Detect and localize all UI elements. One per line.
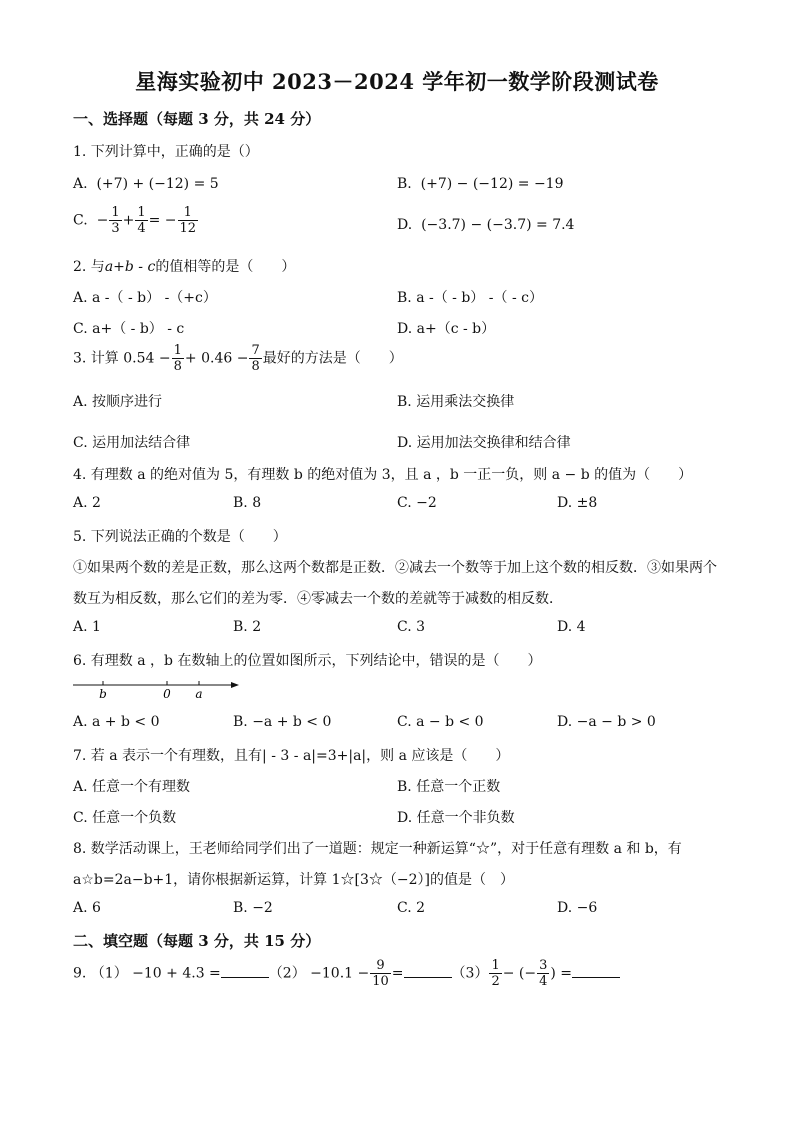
q7-option-a[interactable]: A. 任意一个有理数: [73, 779, 191, 795]
q5-statements-line2: 数互为相反数，那么它们的差为零．④零减去一个数的差就等于减数的相反数．: [73, 591, 563, 607]
q8-option-b[interactable]: B. −2: [233, 900, 273, 916]
q1-stem: 1. 下列计算中，正确的是（）: [73, 144, 259, 160]
q3-stem: 3. 计算 0.54 − $\frac{1}{8}$ + 0.46 − $\frac{7}{8}$ 最好的方法是（ ）: [73, 343, 403, 374]
q5-option-a[interactable]: A. 1: [73, 619, 101, 635]
q8-stem-line1: 8. 数学活动课上，王老师给同学们出了一道题：规定一种新运算“☆”，对于任意有理数 a 和 b，有: [73, 841, 682, 857]
fraction: $\frac{3}{4}$: [539, 958, 548, 989]
q8-option-c[interactable]: C. 2: [397, 900, 426, 916]
q2-stem: 2. 与a+b - c的值相等的是（ ）: [73, 259, 296, 275]
q8-stem-line2: a☆b=2a−b+1，请你根据新运算，计算 1☆[3☆（−2）]的值是（ ）: [73, 872, 514, 888]
q5-stem: 5. 下列说法正确的个数是（ ）: [73, 529, 287, 545]
q6-option-b[interactable]: B. −a + b < 0: [233, 714, 332, 730]
q6-option-a[interactable]: A. a + b < 0: [73, 714, 160, 730]
q3-option-c[interactable]: C. 运用加法结合律: [73, 435, 191, 451]
fraction: $\frac{1}{2}$: [491, 958, 500, 989]
q6-option-c[interactable]: C. a − b < 0: [397, 714, 484, 730]
q4-stem: 4. 有理数 a 的绝对值为 5，有理数 b 的绝对值为 3，且 a ，b 一正一负，则 a − b 的值为（ ）: [73, 467, 693, 483]
q8-option-d[interactable]: D. −6: [557, 900, 598, 916]
fraction: $\frac{1}{3}$: [111, 205, 120, 236]
q3-option-b[interactable]: B. 运用乘法交换律: [397, 394, 515, 410]
q4-option-a[interactable]: A. 2: [73, 495, 101, 511]
q1-option-c[interactable]: C. − $\frac{1}{3}$ + $\frac{1}{4}$ = − $\frac{1}{12}$: [73, 205, 197, 236]
q1-b-expr: (+7) − (−12) = −19: [420, 176, 564, 192]
fraction: $\frac{1}{4}$: [137, 205, 146, 236]
answer-blank-3[interactable]: [572, 963, 620, 978]
fraction: $\frac{1}{12}$: [179, 205, 197, 236]
q5-statements-line1: ①如果两个数的差是正数，那么这两个数都是正数．②减去一个数等于加上这个数的相反数．③如果两个: [73, 560, 717, 576]
answer-blank-2[interactable]: [404, 963, 452, 978]
label-zero: 0: [163, 687, 171, 701]
section-1-heading: 一、选择题（每题 3 分，共 24 分）: [73, 110, 321, 128]
q7-option-d[interactable]: D. 任意一个非负数: [397, 810, 515, 826]
q1-option-d[interactable]: D. (−3.7) − (−3.7) = 7.4: [397, 217, 575, 233]
q6-stem: 6. 有理数 a ，b 在数轴上的位置如图所示，下列结论中，错误的是（ ）: [73, 653, 542, 669]
q7-stem: 7. 若 a 表示一个有理数，且有| - 3 - a|=3+|a|，则 a 应该是（ ）: [73, 748, 510, 764]
q4-option-c[interactable]: C. −2: [397, 495, 437, 511]
q6-option-d[interactable]: D. −a − b > 0: [557, 714, 656, 730]
q2-option-b[interactable]: B. a -（ - b） -（ - c）: [397, 290, 543, 306]
q1-option-b[interactable]: B. (+7) − (−12) = −19: [397, 176, 564, 192]
fraction: $\frac{7}{8}$: [251, 343, 260, 374]
label-b: b: [99, 687, 107, 701]
q7-option-c[interactable]: C. 任意一个负数: [73, 810, 177, 826]
q4-option-d[interactable]: D. ±8: [557, 495, 598, 511]
q4-option-b[interactable]: B. 8: [233, 495, 262, 511]
section-2-heading: 二、填空题（每题 3 分，共 15 分）: [73, 932, 321, 950]
q1-a-expr: (+7) + (−12) = 5: [96, 176, 219, 192]
q2-option-a[interactable]: A. a -（ - b） -（+c）: [73, 290, 217, 306]
page-title: 星海实验初中 2023－2024 学年初一数学阶段测试卷: [135, 69, 659, 94]
q1-option-a[interactable]: A. (+7) + (−12) = 5: [73, 176, 219, 192]
q2-option-c[interactable]: C. a+（ - b） - c: [73, 321, 185, 337]
number-line-arrow: [231, 682, 239, 688]
q7-option-b[interactable]: B. 任意一个正数: [397, 779, 501, 795]
answer-blank-1[interactable]: [221, 963, 269, 978]
q5-option-b[interactable]: B. 2: [233, 619, 262, 635]
q5-option-c[interactable]: C. 3: [397, 619, 426, 635]
q9-fill-blanks: 9. （1） −10 + 4.3 = （2） −10.1 − $\frac{9}{10}$ = （3） $\frac{1}{2}$ − (− $\frac{3}{4}$ ) =: [73, 958, 620, 989]
fraction: $\frac{1}{8}$: [173, 343, 182, 374]
q3-option-d[interactable]: D. 运用加法交换律和结合律: [397, 435, 571, 451]
number-line-figure: [73, 677, 243, 703]
label-a: a: [195, 687, 203, 701]
q8-option-a[interactable]: A. 6: [73, 900, 101, 916]
q2-option-d[interactable]: D. a+（c - b）: [397, 321, 496, 337]
fraction: $\frac{9}{10}$: [372, 958, 389, 989]
q5-option-d[interactable]: D. 4: [557, 619, 586, 635]
q1-d-expr: (−3.7) − (−3.7) = 7.4: [421, 217, 575, 233]
q3-option-a[interactable]: A. 按顺序进行: [73, 394, 163, 410]
